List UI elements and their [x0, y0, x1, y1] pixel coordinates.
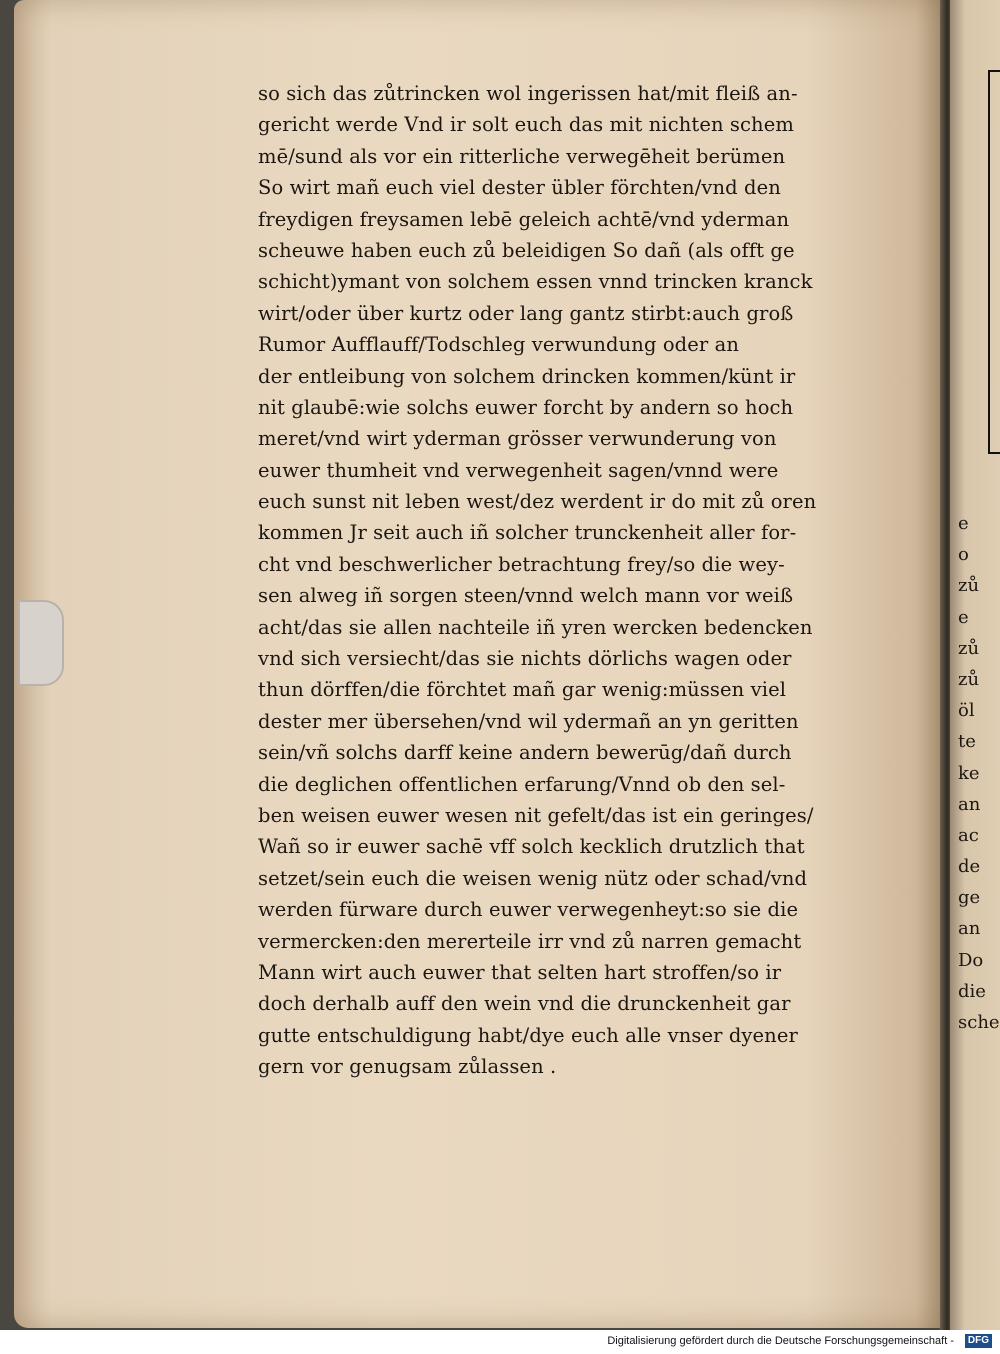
right-page-fragment: zů	[958, 637, 980, 659]
right-page-text-fragments	[958, 508, 998, 1038]
footer-bar	[0, 1330, 1000, 1354]
bookmark-tab	[18, 600, 64, 686]
text-line: So wirt mañ euch viel dester übler förchten/vnd den	[258, 176, 781, 200]
right-page-fragment: ge	[958, 887, 981, 909]
text-line: Rumor Aufflauff/Todschleg verwundung oder an	[258, 333, 739, 357]
right-page-fragment: an	[958, 793, 981, 815]
text-line: wirt/oder über kurtz oder lang gantz stirbt:auch groß	[258, 301, 794, 325]
right-page-fragment: e	[958, 513, 969, 534]
body-text	[258, 78, 878, 1083]
text-line: der entleibung von solchem drincken kommen/künt ir	[258, 364, 796, 388]
text-line: dester mer übersehen/vnd wil ydermañ an yn geritten	[258, 709, 799, 733]
text-line: die deglichen offentlichen erfarung/Vnnd ob den sel-	[258, 772, 786, 796]
text-line: sein/vñ solchs darff keine andern bewerūg/dañ durch	[258, 741, 792, 765]
right-page-fragment: ac	[958, 824, 979, 846]
text-line: schicht)ymant von solchem essen vnnd trincken kranck	[258, 270, 813, 294]
text-line: freydigen freysamen lebē geleich achtē/vnd yderman	[258, 207, 790, 231]
right-page-fragment: de	[958, 856, 981, 878]
text-line: thun dörffen/die förchtet mañ gar wenig:müssen viel	[258, 678, 787, 702]
text-line: gericht werde Vnd ir solt euch das mit nichten schem	[258, 113, 794, 137]
funding-notice: Digitalisierung gefördert durch die Deutsche Forschungsgemeinschaft -	[607, 1335, 954, 1347]
text-line: mē/sund als vor ein ritterliche verwegēheit berümen	[258, 144, 786, 168]
right-page-fragment: an	[958, 918, 981, 940]
text-line: meret/vnd wirt yderman grösser verwunderung von	[258, 427, 777, 451]
text-line: acht/das sie allen nachteile iñ yren wercken bedencken	[258, 615, 813, 639]
right-page-fragment: e	[958, 606, 969, 628]
right-page-fragment: die	[958, 980, 986, 1002]
text-line: gutte entschuldigung habt/dye euch alle vnser dyener	[258, 1023, 798, 1047]
text-line: Mann wirt auch euwer that selten hart stroffen/so ir	[258, 960, 782, 984]
text-line: werden fürware durch euwer verwegenheyt:so sie die	[258, 898, 799, 922]
text-line: vermercken:den mererteile irr vnd zů narren gemacht	[258, 929, 802, 953]
right-page-fragment: te	[958, 731, 976, 753]
text-line: euwer thumheit vnd verwegenheit sagen/vnnd were	[258, 458, 779, 482]
text-line: ben weisen euwer wesen nit gefelt/das ist ein geringes/	[258, 803, 814, 827]
text-line: doch derhalb auff den wein vnd die drunckenheit gar	[258, 992, 791, 1016]
text-line: gern vor genugsam zůlassen .	[258, 1055, 557, 1079]
right-page-fragment: ke	[958, 762, 980, 784]
right-page-fragment: Do	[958, 949, 984, 971]
text-line: vnd sich versiecht/das sie nichts dörlichs wagen oder	[258, 647, 792, 671]
text-line: kommen Jr seit auch iñ solcher trunckenheit aller for-	[258, 521, 797, 545]
right-page-frame	[988, 70, 1000, 454]
text-line: sen alweg iñ sorgen steen/vnnd welch mann vor weiß	[258, 584, 794, 608]
text-line: so sich das zůtrincken wol ingerissen hat/mit fleiß an-	[258, 82, 798, 105]
right-page-fragment: sche	[958, 1012, 1000, 1033]
dfg-logo-icon: DFG	[965, 1334, 992, 1348]
right-page-fragment: zů	[958, 668, 980, 690]
text-line: Wañ so ir euwer sachē vff solch kecklich drutzlich that	[258, 835, 805, 859]
right-page-fragment: zů	[958, 575, 980, 597]
text-line: nit glaubē:wie solchs euwer forcht by andern so hoch	[258, 395, 794, 419]
right-page-fragment: öl	[958, 700, 975, 722]
text-line: euch sunst nit leben west/dez werdent ir do mit zů oren	[258, 490, 817, 514]
right-page-fragment: o	[958, 544, 969, 566]
text-line: setzet/sein euch die weisen wenig nütz oder schad/vnd	[258, 866, 808, 890]
text-line: cht vnd beschwerlicher betrachtung frey/so die wey-	[258, 552, 785, 576]
text-line: scheuwe haben euch zů beleidigen So dañ (als offt ge	[258, 238, 795, 262]
